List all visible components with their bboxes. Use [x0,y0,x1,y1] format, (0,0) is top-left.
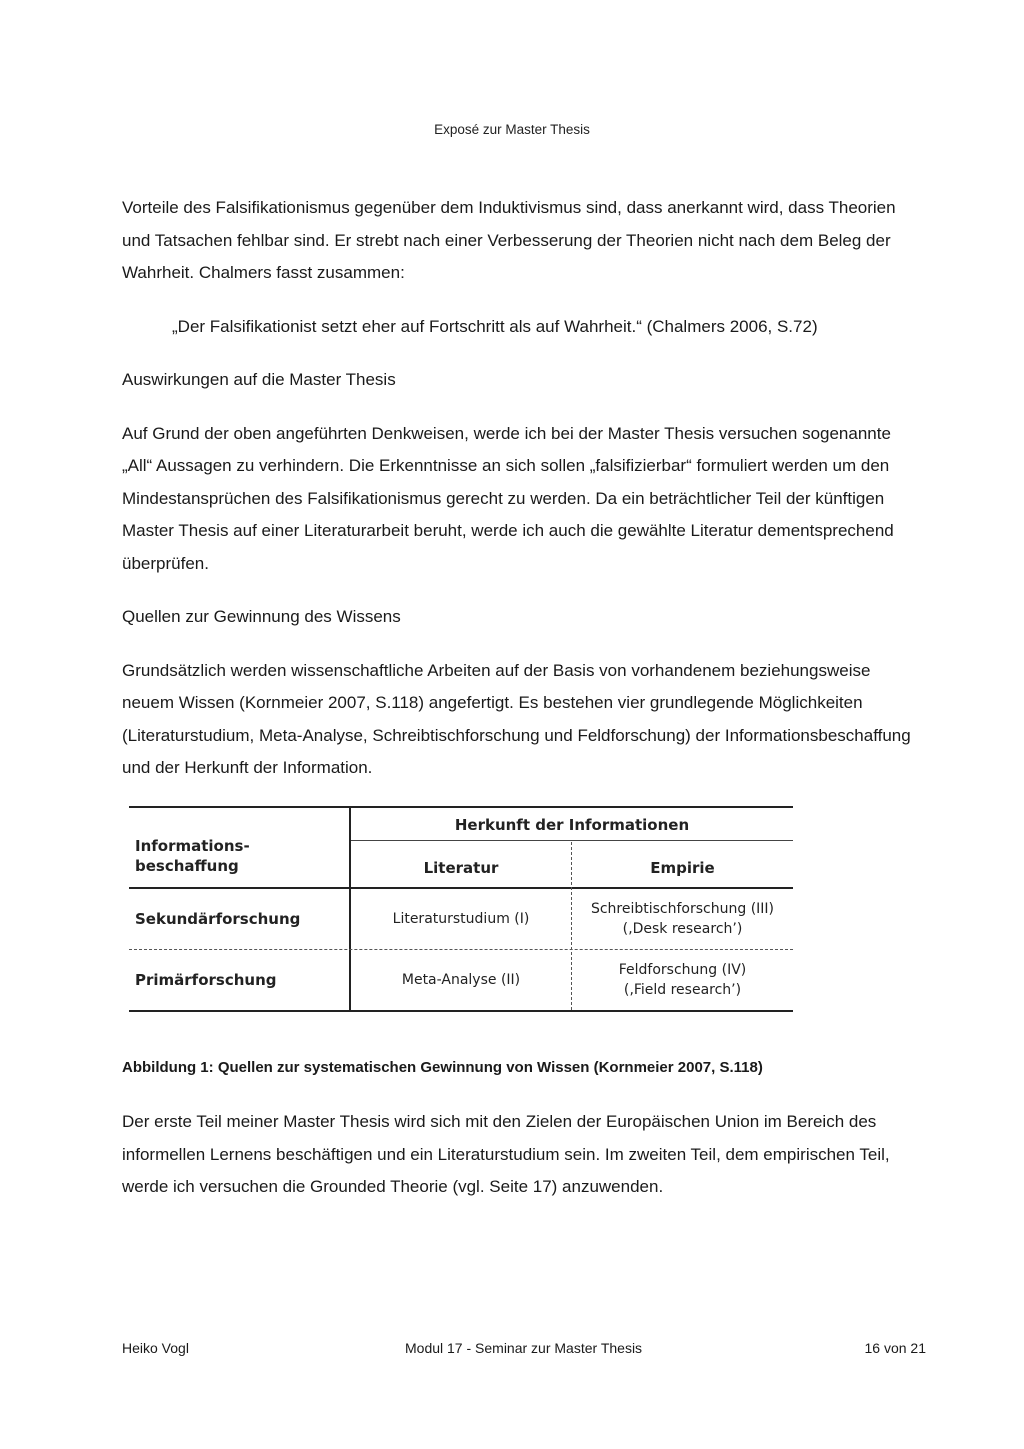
footer-module: Modul 17 - Seminar zur Master Thesis [405,1340,643,1356]
row-header-line2: beschaffung [135,856,239,875]
paragraph-thesis-plan: Der erste Teil meiner Master Thesis wird sich mit den Zielen der Europäischen Union im Bereich des informellen Lernens beschäftigen und ein Literaturstudium sein. Im zweiten Teil, dem empirischen Teil, werde ich versuchen die Grounded Theorie (vgl. Seite 17) anzuwenden. [122,1112,890,1196]
paragraph-sources: Grundsätzlich werden wissenschaftliche Arbeiten auf der Basis von vorhandenem beziehungsweise neuem Wissen (Kornmeier 2007, S.118) angefertigt. Es bestehen vier grundlegende Möglichkeiten (Literaturstudium, Meta-Analyse, Schreibtischforschung und Feldforschung) der Informationsbeschaffung und der Herkunft der Information. [122,660,911,777]
table-column-group-header: Herkunft der Informationen [454,815,690,834]
table-cell-desk-research [572,889,793,949]
field-research-line2: (‚Field research’) [623,981,742,998]
table-cell-field-research [572,950,793,1010]
table-row-label-secondary: Sekundärforschung [135,909,301,928]
paragraph-falsification: Vorteile des Falsifikationismus gegenüber dem Induktivismus sind, dass anerkannt wird, dass Theorien und Tatsachen fehlbar sind. Er strebt nach einer Verbesserung der Theorien nicht nach dem Beleg der Wahrheit. Chalmers fasst zusammen: [122,198,896,282]
section-heading-sources: Quellen zur Gewinnung des Wissens [122,607,401,626]
page-header: Exposé zur Master Thesis [434,122,590,137]
sources-figure-table [129,806,793,1018]
table-header-empirie: Empirie [650,858,715,877]
table-header-literatur: Literatur [423,858,499,877]
field-research-line1: Feldforschung (IV) [618,961,747,978]
table-row-label-primary: Primärforschung [135,970,277,989]
desk-research-line2: (‚Desk research’) [622,920,743,937]
page-footer [122,1340,926,1356]
desk-research-line1: Schreibtischforschung (III) [590,900,775,917]
block-quote: „Der Falsifikationist setzt eher auf Fortschritt als auf Wahrheit.“ (Chalmers 2006, S.72) [172,316,818,336]
row-header-line1: Informations- [135,836,250,855]
table-cell-meta-analyse: Meta-Analyse (II) [401,971,521,988]
table-cell-literaturstudium: Literaturstudium (I) [392,910,530,927]
paragraph-impact: Auf Grund der oben angeführten Denkweisen, werde ich bei der Master Thesis versuchen sogenannte „All“ Aussagen zu verhindern. Die Erkenntnisse an sich sollen „falsifizierbar“ formuliert werden um den Mindestansprüchen des Falsifikationismus gerecht zu werden. Da ein beträchtlicher Teil der künftigen Master Thesis auf einer Literaturarbeit beruht, werde ich auch die gewählte Literatur dementsprechend überprüfen. [122,423,894,573]
document-body [122,192,922,1225]
figure-caption: Abbildung 1: Quellen zur systematischen Gewinnung von Wissen (Kornmeier 2007, S.118) [122,1058,763,1076]
footer-page-number: 16 von 21 [864,1340,926,1356]
table-bottom-rule [129,1010,793,1012]
footer-author: Heiko Vogl [122,1340,189,1356]
table-row-header [135,836,345,888]
section-heading-impact: Auswirkungen auf die Master Thesis [122,370,396,389]
